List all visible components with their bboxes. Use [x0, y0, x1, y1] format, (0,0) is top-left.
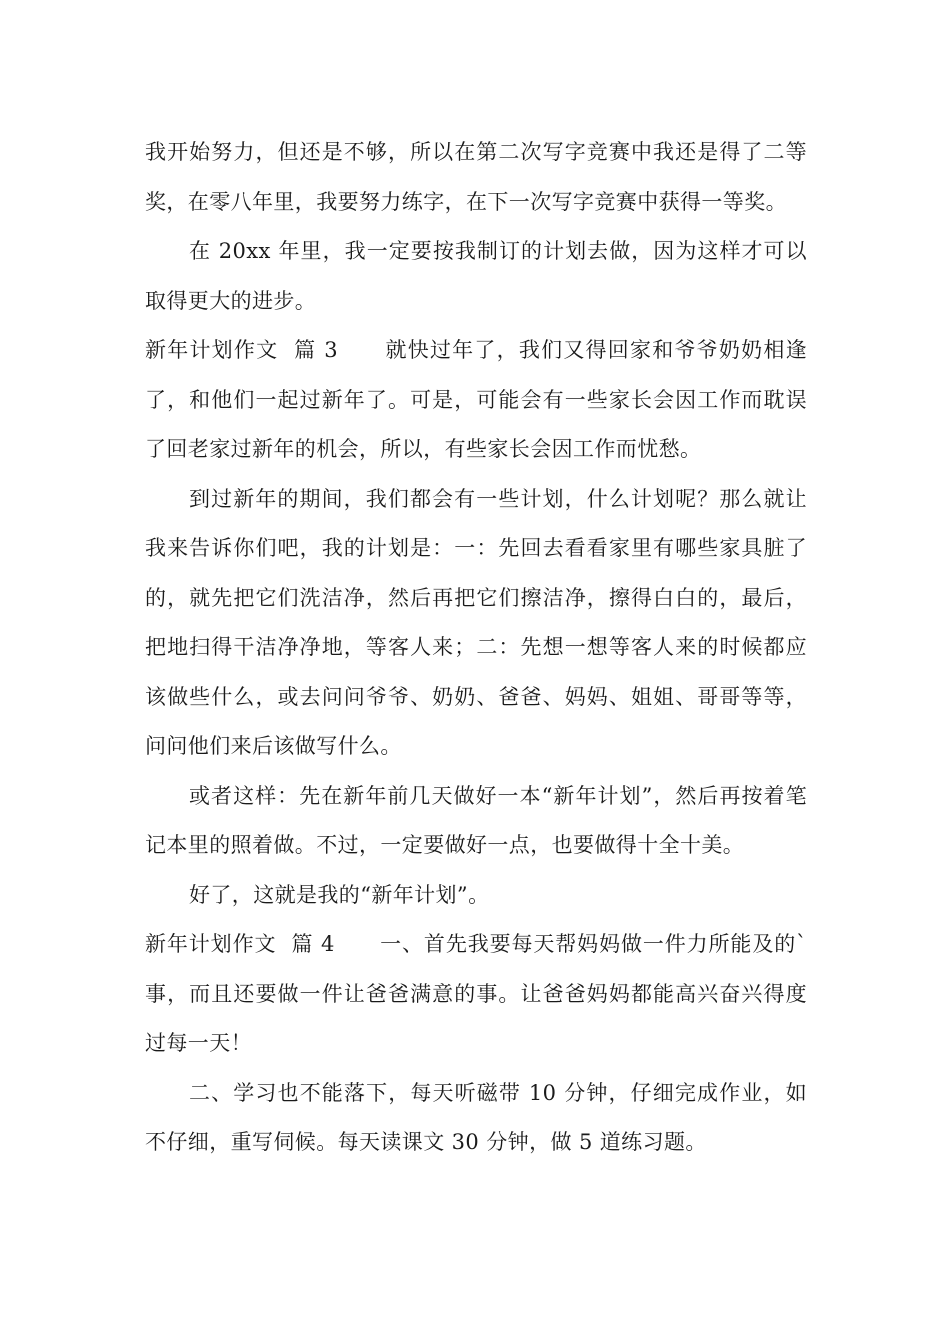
essay-4-heading: 新年计划作文 篇 4 — [145, 932, 335, 956]
essay-4-intro-text: 一、首先我要每天帮妈妈做一件力所能及的`事，而且还要做一件让爸爸满意的事。让爸爸妈妈都能高兴奋兴得度过每一天！ — [145, 932, 808, 1055]
paragraph-study-plan: 二、学习也不能落下，每天听磁带 10 分钟，仔细完成作业，如不仔细，重写伺候。每天读课文 30 分钟，做 5 道练习题。 — [145, 1080, 807, 1154]
paragraph-20xx-plan: 在 20xx 年里，我一定要按我制订的计划去做，因为这样才可以取得更大的进步。 — [145, 239, 807, 313]
essay-3-heading: 新年计划作文 篇 3 — [145, 338, 339, 362]
essay-3-intro-text: 就快过年了，我们又得回家和爷爷奶奶相逢了，和他们一起过新年了。可是，可能会有一些家长会因工作而耽误了回老家过新年的机会，所以，有些家长会因工作而忧愁。 — [145, 338, 807, 461]
paragraph-writing-contest: 我开始努力，但还是不够，所以在第二次写字竞赛中我还是得了二等奖，在零八年里，我要努力练字，在下一次写字竞赛中获得一等奖。 — [145, 140, 807, 214]
paragraph-notebook-plan: 或者这样：先在新年前几天做好一本“新年计划”，然后再按着笔记本里的照着做。不过，一定要做好一点，也要做得十全十美。 — [145, 783, 807, 857]
paragraph-new-year-plans: 到过新年的期间，我们都会有一些计划，什么计划呢？那么就让我来告诉你们吧，我的计划是：一：先回去看看家里有哪些家具脏了的，就先把它们洗洁净，然后再把它们擦洁净，擦得白白的，最后，把地扫得干洁净净地，等客人来；二：先想一想等客人来的时候都应该做些什么，或去问问爷爷、奶奶、爸爸、妈妈、姐姐、哥哥等等，问问他们来后该做写什么。 — [145, 486, 807, 758]
document-body — [145, 128, 807, 1168]
paragraph-essay-4-intro — [145, 920, 807, 1069]
paragraph-conclusion: 好了，这就是我的“新年计划”。 — [189, 882, 490, 907]
paragraph-essay-3-intro — [145, 326, 807, 475]
